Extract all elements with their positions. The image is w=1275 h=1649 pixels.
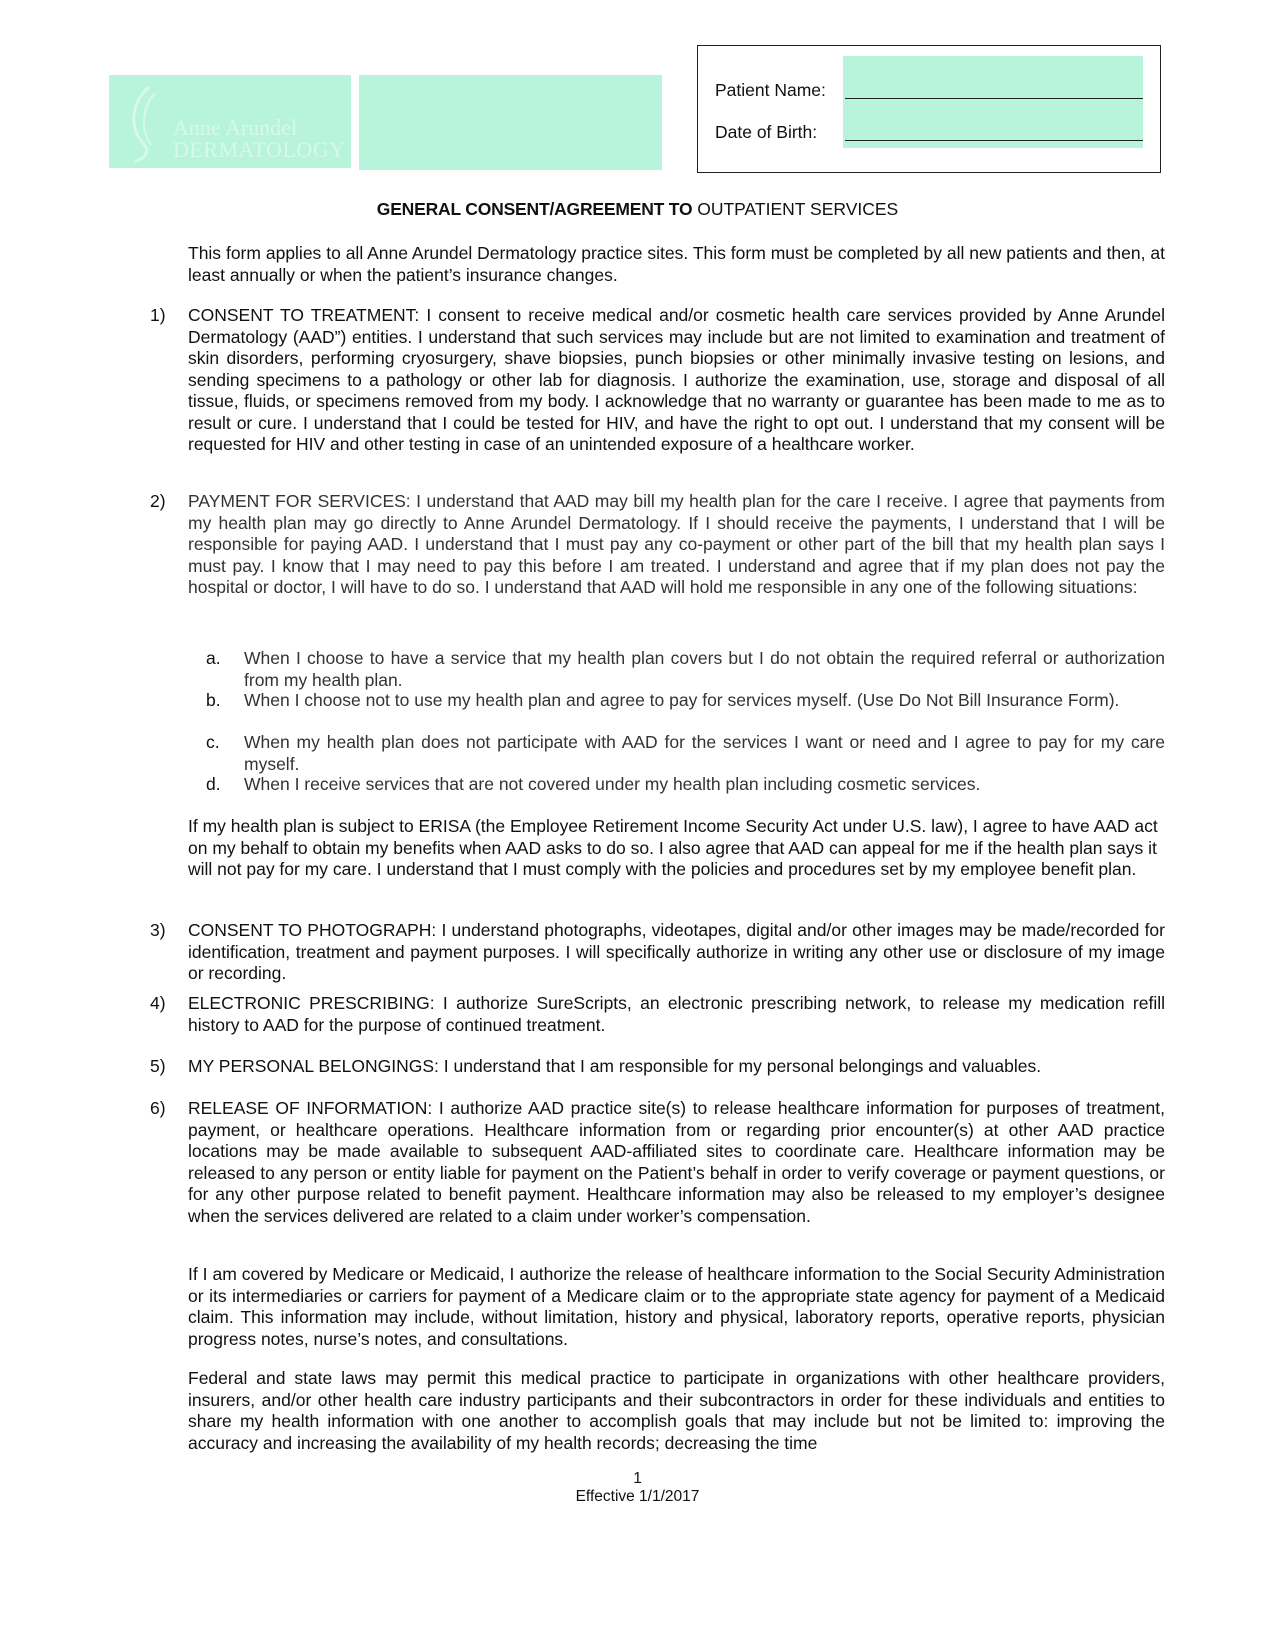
title-bold: GENERAL CONSENT/AGREEMENT TO bbox=[376, 199, 693, 219]
patient-info-fill bbox=[843, 56, 1143, 148]
title-rest: OUTPATIENT SERVICES bbox=[692, 199, 899, 219]
section-electronic-prescribing: ELECTRONIC PRESCRIBING: I authorize SureScripts, an electronic prescribing network, to release my medication refill history to AAD for the purpose of continued treatment. bbox=[188, 993, 1165, 1035]
intro-paragraph: This form applies to all Anne Arundel Dermatology practice sites. This form must be completed by all new patients and then, at least annually or when the patient’s insurance changes. bbox=[188, 243, 1165, 285]
section-consent-to-treatment: CONSENT TO TREATMENT: I consent to receive medical and/or cosmetic health care services provided by Anne Arundel Dermatology (AAD”) entities. I understand that such services may include but are not limited to examination and treatment of skin disorders, performing cryosurgery, shave biopsies, punch biopsies or other minimally invasive testing on lesions, and sending specimens to a pathology or other lab for diagnosis. I authorize the examination, use, storage and disposal of all tissue, fluids, or specimens removed from my body. I acknowledge that no warranty or guarantee has been made to me as to result or cure. I understand that I could be tested for HIV, and have the right to opt out. I understand that my consent will be requested for HIV and other testing in case of an unintended exposure of a healthcare worker. bbox=[188, 305, 1165, 454]
section-number: 1) bbox=[150, 305, 166, 325]
section-number: 3) bbox=[150, 920, 166, 940]
logo-line-2: DERMATOLOGY bbox=[173, 137, 346, 162]
erisa-paragraph: If my health plan is subject to ERISA (the Employee Retirement Income Security Act under U.S. law), I agree to have AAD act on my behalf to obtain my benefits when AAD asks to do so. I also agree that AAD can appeal for me if the health plan says it will not pay for my care. I understand that I must comply with the policies and procedures set by my employee benefit plan. bbox=[188, 816, 1158, 879]
effective-date: Effective 1/1/2017 bbox=[575, 1488, 700, 1505]
section-number: 4) bbox=[150, 993, 166, 1013]
section-payment-for-services: PAYMENT FOR SERVICES: I understand that AAD may bill my health plan for the care I receive. I agree that payments from my health plan may go directly to Anne Arundel Dermatology. If I should receive the payments, I understand that I will be responsible for paying AAD. I understand that I must pay any co-payment or other part of the bill that my health plan says I must pay. I know that I may need to pay this before I am treated. I understand and agree that if my plan does not pay the hospital or doctor, I will have to do so. I understand that AAD will hold me responsible in any one of the following situations: bbox=[188, 491, 1165, 597]
sub-item-text: When my health plan does not participate with AAD for the services I want or need and I agree to pay for my care myself. bbox=[244, 732, 1165, 774]
patient-name-row bbox=[715, 80, 845, 102]
dob-row bbox=[715, 122, 845, 144]
patient-name-field[interactable] bbox=[845, 98, 1143, 99]
sub-item-letter: d. bbox=[206, 774, 221, 794]
header-highlight-box bbox=[359, 75, 662, 170]
sub-item-text: When I choose not to use my health plan and agree to pay for services myself. (Use Do Not Bill Insurance Form). bbox=[244, 690, 1120, 710]
page-number: 1 bbox=[633, 1470, 642, 1487]
section-number: 5) bbox=[150, 1056, 166, 1076]
sub-item-text: When I receive services that are not covered under my health plan including cosmetic services. bbox=[244, 774, 981, 794]
practice-logo bbox=[109, 75, 351, 168]
section-number: 2) bbox=[150, 491, 166, 511]
dob-field[interactable] bbox=[845, 140, 1143, 141]
sub-item-letter: b. bbox=[206, 690, 221, 710]
sub-item-letter: a. bbox=[206, 648, 221, 668]
section-release-of-information: RELEASE OF INFORMATION: I authorize AAD practice site(s) to release healthcare information for purposes of treatment, payment, or healthcare operations. Healthcare information from or regarding prior encounter(s) at other AAD practice locations may be made available to subsequent AAD-affiliated sites to coordinate care. Healthcare information may be released to any person or entity liable for payment on the Patient’s behalf in order to verify coverage or payment questions, or for any other purpose related to benefit payment. Healthcare information may also be released to my employer’s designee when the services delivered are related to a claim under worker’s compensation. bbox=[188, 1098, 1165, 1226]
sub-item-text: When I choose to have a service that my health plan covers but I do not obtain the required referral or authorization from my health plan. bbox=[244, 648, 1165, 690]
patient-name-label: Patient Name: bbox=[715, 80, 826, 100]
federal-paragraph: Federal and state laws may permit this medical practice to participate in organizations with other healthcare providers, insurers, and/or other health care industry participants and their subcontractors in order for these individuals and entities to share my health information with one another to accomplish goals that may include but not be limited to: improving the accuracy and increasing the availability of my health records; decreasing the time bbox=[188, 1368, 1165, 1453]
section-consent-to-photograph: CONSENT TO PHOTOGRAPH: I understand photographs, videotapes, digital and/or other images may be made/recorded for identification, treatment and payment purposes. I will specifically authorize in writing any other use or disclosure of my image or recording. bbox=[188, 920, 1165, 983]
section-number: 6) bbox=[150, 1098, 166, 1118]
logo-line-1: Anne Arundel bbox=[173, 115, 298, 140]
dob-label: Date of Birth: bbox=[715, 122, 818, 142]
medicare-paragraph: If I am covered by Medicare or Medicaid, I authorize the release of healthcare information to the Social Security Administration or its intermediaries or carriers for payment of a Medicare claim or to the appropriate state agency for payment of a Medicaid claim. This information may include, without limitation, history and physical, laboratory reports, operative reports, physician progress notes, nurse’s notes, and consultations. bbox=[188, 1264, 1165, 1349]
section-personal-belongings: MY PERSONAL BELONGINGS: I understand that I am responsible for my personal belongings and valuables. bbox=[188, 1056, 1042, 1076]
page-title bbox=[0, 199, 1275, 221]
logo-swirl-icon bbox=[121, 83, 171, 163]
sub-item-letter: c. bbox=[206, 732, 220, 752]
patient-info-box bbox=[697, 45, 1161, 173]
